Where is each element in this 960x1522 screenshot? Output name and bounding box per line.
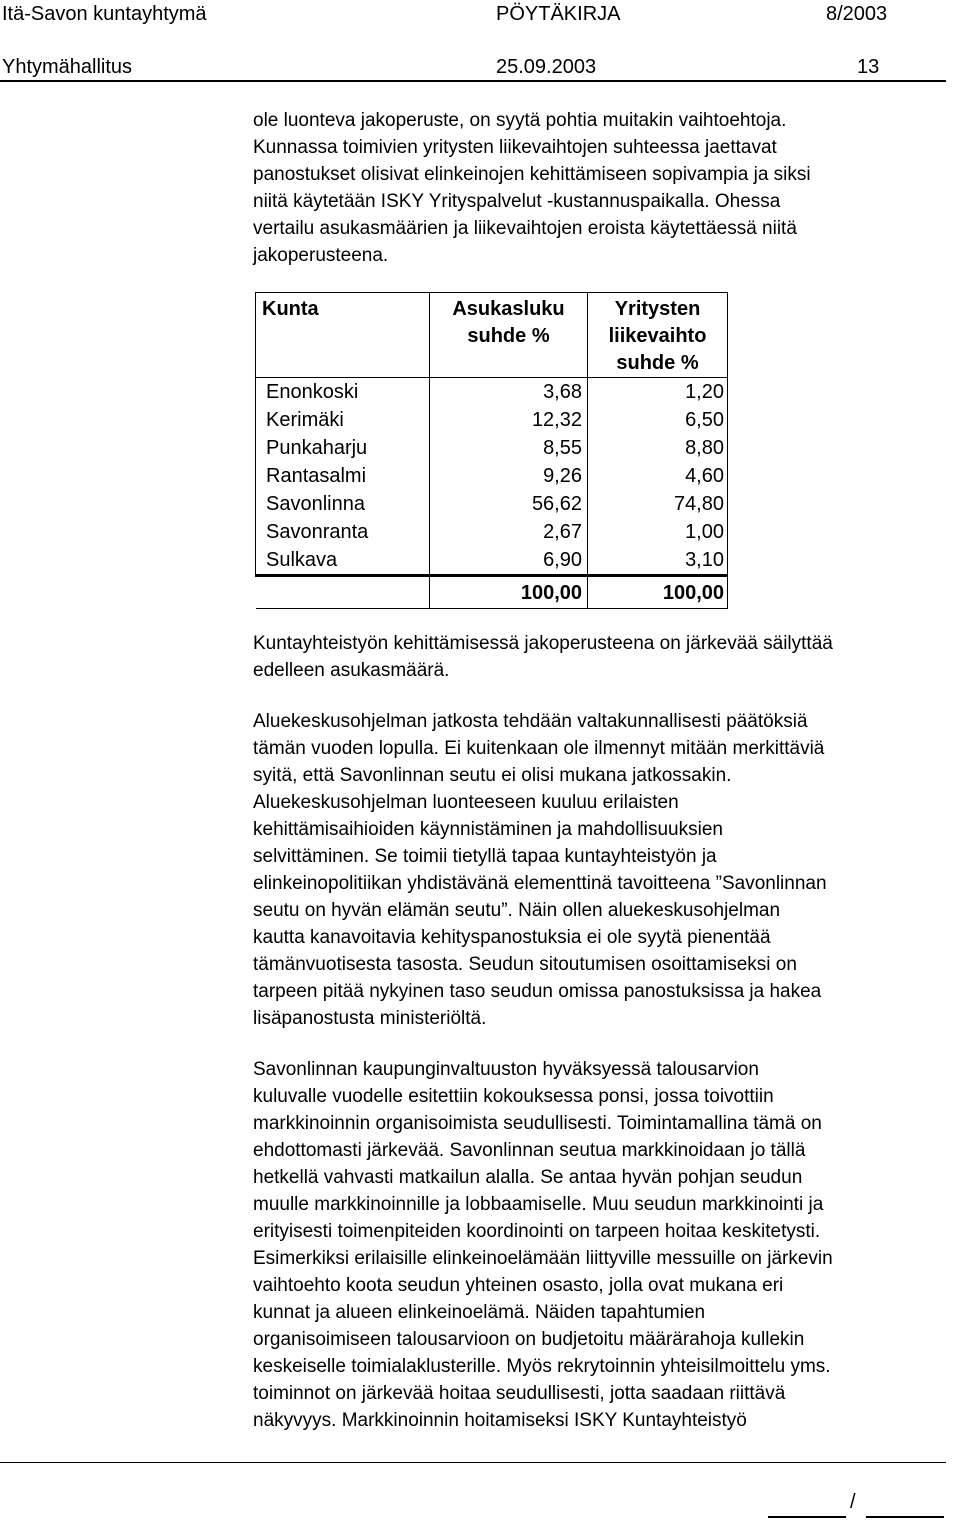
table-row bbox=[256, 490, 728, 518]
text-line: lisäpanostusta ministeriöltä. bbox=[253, 1008, 487, 1029]
text-line: vaihtoehto koota seudun yhteinen osasto, jolla ovat mukana eri bbox=[253, 1275, 784, 1296]
table-row bbox=[256, 406, 728, 434]
cell-turnover-share: 6,50 bbox=[588, 406, 728, 434]
cell-total-turnover: 100,00 bbox=[588, 576, 728, 609]
cell-population-share: 9,26 bbox=[430, 462, 588, 490]
text-line: Kunnassa toimivien yritysten liikevaihtojen suhteessa jaettavat bbox=[253, 137, 777, 158]
cell-turnover-share: 3,10 bbox=[588, 546, 728, 576]
cell-turnover-share: 74,80 bbox=[588, 490, 728, 518]
cell-turnover-share: 8,80 bbox=[588, 434, 728, 462]
text-line: Kuntayhteistyön kehittämisessä jakoperusteena on järkevää säilyttää bbox=[253, 633, 833, 654]
table-total-row bbox=[256, 576, 728, 609]
column-header-label: Asukasluku suhde % bbox=[452, 298, 565, 347]
column-header-liikevaihto bbox=[588, 293, 728, 378]
cell-total-population: 100,00 bbox=[430, 576, 588, 609]
text-line: tämänvuotisesta tasosta. Seudun sitoutumisen osoittamiseksi on bbox=[253, 954, 797, 975]
text-line: Aluekeskusohjelman luonteeseen kuuluu erilaisten bbox=[253, 792, 679, 813]
cell-population-share: 3,68 bbox=[430, 378, 588, 407]
text-line: kautta kanavoitavia kehityspanostuksia ei ole syytä pienentää bbox=[253, 927, 771, 948]
cell-population-share: 6,90 bbox=[430, 546, 588, 576]
text-line: hetkellä vahvasti matkailun alalla. Se antaa hyvän pohjan seudun bbox=[253, 1167, 803, 1188]
text-line: panostukset olisivat elinkeinojen kehittämiseen sopivampia ja siksi bbox=[253, 164, 811, 185]
column-header-asukasluku bbox=[430, 293, 588, 378]
text-line: seutu on hyvän elämän seutu”. Näin ollen aluekeskusohjelman bbox=[253, 900, 781, 921]
paragraph-markkinointi bbox=[253, 1056, 833, 1434]
text-line: organisoimiseen talousarvioon on budjetoitu määrärahoja kullekin bbox=[253, 1329, 805, 1350]
cell-municipality: Sulkava bbox=[256, 546, 430, 576]
text-line: kehittämisaihioiden käynnistäminen ja mahdollisuuksien bbox=[253, 819, 723, 840]
cell-population-share: 56,62 bbox=[430, 490, 588, 518]
header-doc-type: PÖYTÄKIRJA bbox=[496, 3, 621, 25]
table-row bbox=[256, 518, 728, 546]
footer-rule bbox=[0, 1462, 946, 1463]
text-line: tämän vuoden lopulla. Ei kuitenkaan ole ilmennyt mitään merkittäviä bbox=[253, 738, 825, 759]
text-line: jakoperusteena. bbox=[253, 245, 389, 266]
signature-slash: / bbox=[850, 1491, 856, 1513]
cell-municipality: Rantasalmi bbox=[256, 462, 430, 490]
text-line: Savonlinnan kaupunginvaltuuston hyväksyessä talousarvion bbox=[253, 1059, 759, 1080]
text-line: toiminnot on järkevää hoitaa seudullisesti, jotta saadaan riittävä bbox=[253, 1383, 786, 1404]
text-line: näkyvyys. Markkinoinnin hoitamiseksi ISKY Kuntayhteistyö bbox=[253, 1410, 747, 1431]
signature-line-right bbox=[866, 1516, 944, 1518]
comparison-table bbox=[255, 292, 728, 609]
text-line: kuluvalle vuodelle esitettiin kokouksessa ponsi, jossa toivottiin bbox=[253, 1086, 774, 1107]
cell-population-share: 8,55 bbox=[430, 434, 588, 462]
cell-turnover-share: 1,20 bbox=[588, 378, 728, 407]
text-line: Esimerkiksi erilaisille elinkeinoelämään liittyville messuille on järkevin bbox=[253, 1248, 833, 1269]
table-row bbox=[256, 378, 728, 407]
text-line: erityisesti toimenpiteiden koordinointi on tarpeen hoitaa keskitetysti. bbox=[253, 1221, 821, 1242]
text-line: Aluekeskusohjelman jatkosta tehdään valtakunnallisesti päätöksiä bbox=[253, 711, 808, 732]
text-line: muulle markkinoinnille ja lobbaamiselle. Muu seudun markkinointi ja bbox=[253, 1194, 824, 1215]
text-line: elinkeinopolitiikan yhdistävänä elementtinä tavoitteena ”Savonlinnan bbox=[253, 873, 827, 894]
header-body: Yhtymähallitus bbox=[2, 56, 133, 78]
text-line: tarpeen pitää nykyinen taso seudun omissa panostuksissa ja hakea bbox=[253, 981, 822, 1002]
paragraph-conclusion bbox=[253, 630, 833, 684]
header-doc-number: 8/2003 bbox=[826, 3, 888, 25]
column-header-label: Yritysten liikevaihto suhde % bbox=[608, 298, 707, 374]
header-date: 25.09.2003 bbox=[496, 56, 597, 78]
text-line: kunnat ja alueen elinkeinoelämä. Näiden tapahtumien bbox=[253, 1302, 706, 1323]
paragraph-intro bbox=[253, 107, 811, 269]
cell-municipality: Savonlinna bbox=[256, 490, 430, 518]
cell-population-share: 12,32 bbox=[430, 406, 588, 434]
text-line: vertailu asukasmäärien ja liikevaihtojen eroista käytettäessä niitä bbox=[253, 218, 797, 239]
header-page-number: 13 bbox=[857, 56, 880, 78]
cell-municipality: Kerimäki bbox=[256, 406, 430, 434]
text-line: ehdottomasti järkevää. Savonlinnan seutua markkinoidaan jo tällä bbox=[253, 1140, 806, 1161]
cell-municipality: Enonkoski bbox=[256, 378, 430, 407]
text-line: niitä käytetään ISKY Yrityspalvelut -kustannuspaikalla. Ohessa bbox=[253, 191, 781, 212]
text-line: edelleen asukasmäärä. bbox=[253, 660, 450, 681]
header-org: Itä-Savon kuntayhtymä bbox=[2, 3, 207, 25]
cell-total-label bbox=[256, 576, 430, 609]
paragraph-aluekeskus bbox=[253, 708, 827, 1032]
text-line: markkinoinnin organisoimista seudullisesti. Toimintamallina tämä on bbox=[253, 1113, 822, 1134]
text-line: ole luonteva jakoperuste, on syytä pohtia muitakin vaihtoehtoja. bbox=[253, 110, 787, 131]
signature-line-left bbox=[768, 1516, 846, 1518]
table-row bbox=[256, 546, 728, 576]
cell-turnover-share: 1,00 bbox=[588, 518, 728, 546]
cell-municipality: Savonranta bbox=[256, 518, 430, 546]
text-line: syitä, että Savonlinnan seutu ei olisi mukana jatkossakin. bbox=[253, 765, 732, 786]
text-line: keskeiselle toimialaklusterille. Myös rekrytoinnin yhteisilmoittelu yms. bbox=[253, 1356, 831, 1377]
table-header-row bbox=[256, 293, 728, 378]
cell-municipality: Punkaharju bbox=[256, 434, 430, 462]
table-row bbox=[256, 462, 728, 490]
cell-population-share: 2,67 bbox=[430, 518, 588, 546]
cell-turnover-share: 4,60 bbox=[588, 462, 728, 490]
table-row bbox=[256, 434, 728, 462]
header-rule bbox=[0, 80, 946, 82]
column-header-kunta: Kunta bbox=[256, 293, 430, 378]
text-line: selvittäminen. Se toimii tietyllä tapaa kuntayhteistyön ja bbox=[253, 846, 717, 867]
